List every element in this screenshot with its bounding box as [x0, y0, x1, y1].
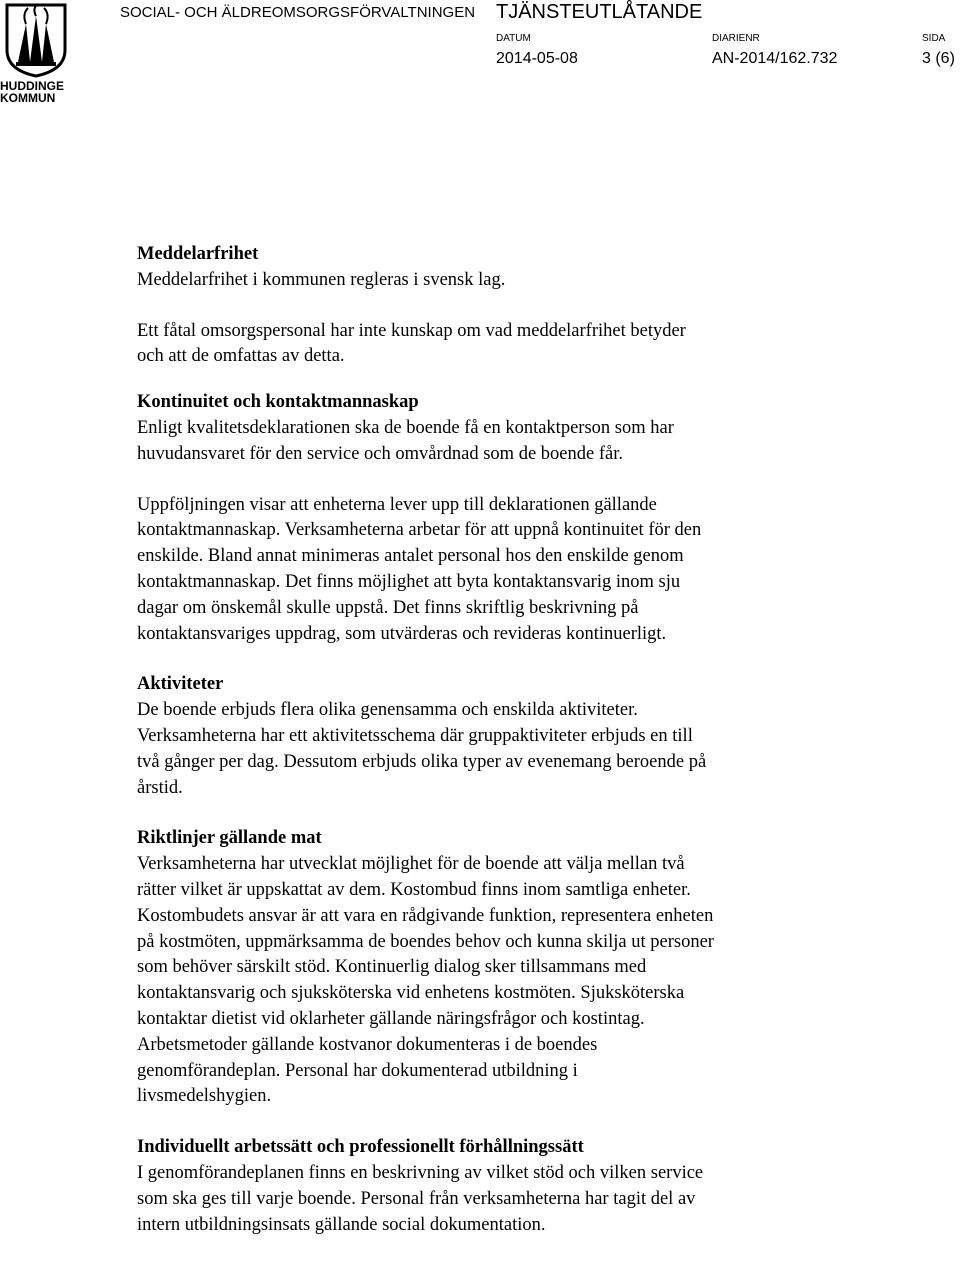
logo-text-line1: HUDDINGE [0, 79, 65, 93]
paragraph-line: två gånger per dag. Dessutom erbjuds olika typer av evenemang beroende på [137, 751, 707, 772]
paragraph-line: kontaktar dietist vid oklarheter gällande näringsfrågor och kostintag. [137, 1008, 645, 1029]
paragraph-line: Ett fåtal omsorgspersonal har inte kunskap om vad meddelarfrihet betyder [137, 320, 686, 341]
paragraph-line: kontaktmannaskap. Verksamheterna arbetar för att uppnå kontinuitet för den [137, 520, 702, 541]
paragraph-line: kontaktansvarig och sjuksköterska vid enhetens kostmöten. Sjuksköterska [137, 983, 685, 1004]
municipality-logo [0, 0, 72, 108]
paragraph-line: enskilde. Bland annat minimeras antalet personal hos den enskilde genom [137, 546, 684, 567]
coat-of-arms-icon [4, 2, 68, 78]
paragraph-line: rätter vilket är uppskattat av dem. Kostombud finns inom samtliga enheter. [137, 879, 691, 900]
paragraph-line: Enligt kvalitetsdeklarationen ska de boende få en kontaktperson som har [137, 417, 674, 438]
diarie-value: AN-2014/162.732 [712, 50, 838, 67]
section-heading-individuellt: Individuellt arbetssätt och professionellt förhållningssätt [137, 1137, 584, 1158]
section-heading-mat: Riktlinjer gällande mat [137, 828, 322, 849]
paragraph-line: Meddelarfrihet i kommunen regleras i svensk lag. [137, 269, 506, 290]
paragraph-line: årstid. [137, 777, 183, 798]
paragraph-line: som behöver särskilt stöd. Kontinuerlig dialog sker tillsammans med [137, 957, 647, 978]
paragraph-line: och att de omfattas av detta. [137, 346, 345, 367]
paragraph-line: De boende erbjuds flera olika genensamma och enskilda aktiviteter. [137, 700, 638, 721]
paragraph-line: I genomförandeplanen finns en beskrivning av vilket stöd och vilken service [137, 1162, 704, 1183]
paragraph-line: Arbetsmetoder gällande kostvanor dokumenteras i de boendes [137, 1034, 598, 1055]
paragraph-line: dagar om önskemål skulle uppstå. Det finns skriftlig beskrivning på [137, 597, 639, 618]
date-label: DATUM [496, 33, 531, 44]
section-heading-meddelarfrihet: Meddelarfrihet [137, 244, 259, 264]
paragraph-line: på kostmöten, uppmärksamma de boendes behov och kunna skilja ut personer [137, 931, 714, 952]
paragraph-line: Verksamheterna har utvecklat möjlighet för de boende att välja mellan två [137, 854, 685, 875]
paragraph-line: genomförandeplan. Personal har dokumenterad utbildning i [137, 1060, 578, 1081]
paragraph-line: livsmedelshygien. [137, 1086, 272, 1107]
section-heading-kontinuitet: Kontinuitet och kontaktmannaskap [137, 392, 419, 413]
page-number: 3 (6) [922, 50, 955, 67]
paragraph-line: huvudansvaret för den service och omvårdnad som de boende får. [137, 443, 623, 464]
document-body [137, 242, 877, 1238]
paragraph-line: som ska ges till varje boende. Personal från verksamheterna har tagit del av [137, 1188, 696, 1209]
paragraph-line: Uppföljningen visar att enheterna lever upp till deklarationen gällande [137, 494, 657, 515]
paragraph-line: Verksamheterna har ett aktivitetsschema där gruppaktiviteter erbjuds en till [137, 725, 693, 746]
paragraph-line: Kostombudets ansvar är att vara en rådgivande funktion, representera enheten [137, 905, 714, 926]
date-value: 2014-05-08 [496, 50, 578, 67]
paragraph-line: intern utbildningsinsats gällande social dokumentation. [137, 1214, 546, 1235]
diarie-label: DIARIENR [712, 33, 760, 44]
document-type: TJÄNSTEUTLÅTANDE [496, 1, 703, 23]
logo-text-line2: KOMMUN [0, 91, 56, 105]
paragraph-line: kontaktmannaskap. Det finns möjlighet att byta kontaktansvarig inom sju [137, 571, 681, 592]
page-label: SIDA [922, 33, 946, 44]
paragraph-line: kontaktansvariges uppdrag, som utvärderas och revideras kontinuerligt. [137, 623, 667, 644]
department-name: SOCIAL- OCH ÄLDREOMSORGSFÖRVALTNINGEN [120, 4, 476, 21]
section-heading-aktiviteter: Aktiviteter [137, 674, 224, 695]
